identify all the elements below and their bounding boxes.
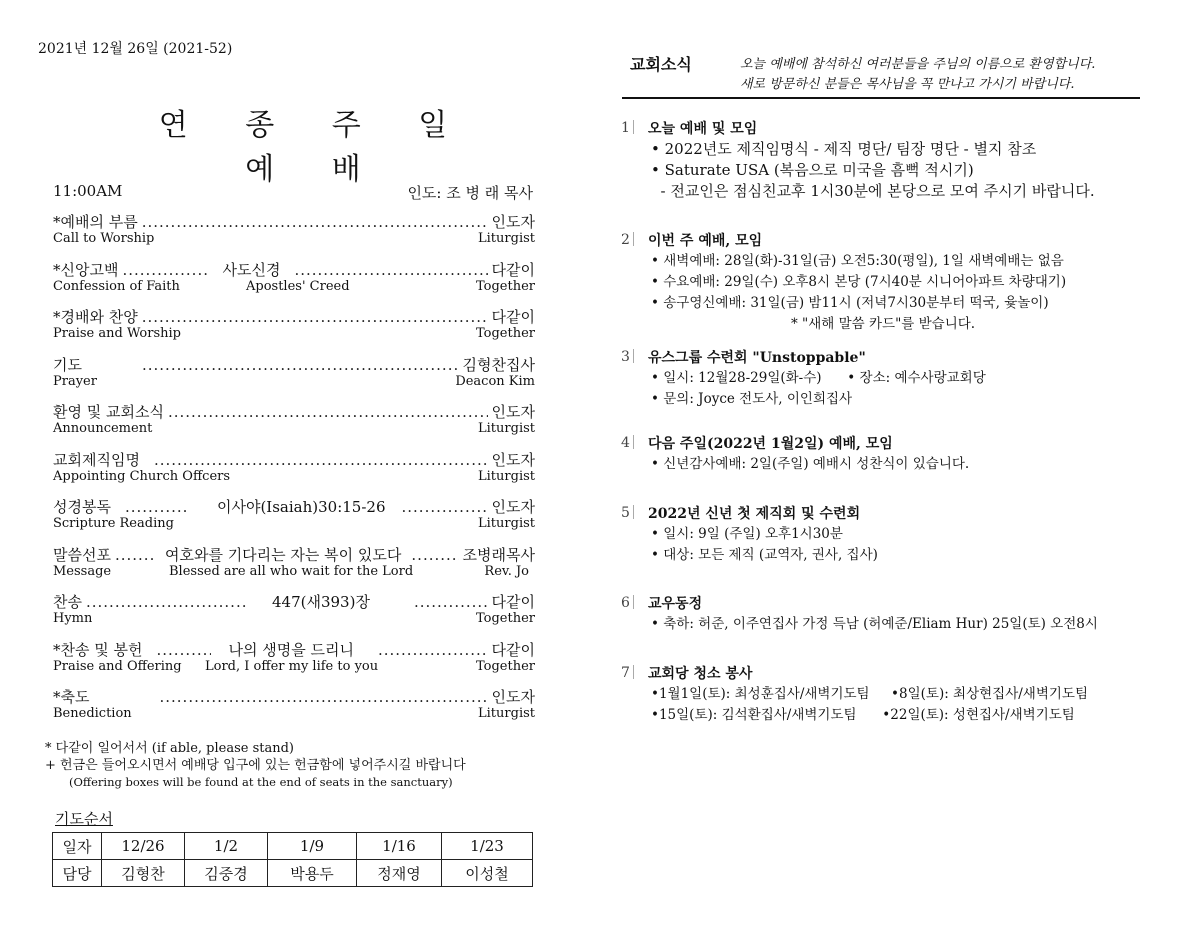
item-en: Appointing Church Offcers bbox=[53, 468, 231, 484]
order-item bbox=[53, 403, 535, 451]
section-number: 4 bbox=[621, 435, 634, 451]
item-ko-right: 다같이 bbox=[491, 593, 535, 611]
item-mid: 나의 생명을 드리니 bbox=[228, 640, 354, 659]
date-cell: 1/9 bbox=[268, 833, 357, 860]
order-item bbox=[53, 498, 535, 546]
item-en-mid: Apostles' Creed bbox=[246, 278, 350, 294]
order-of-worship bbox=[53, 213, 535, 736]
section-line: •15일(토): 김석환집사/새벽기도팀 •22일(토): 성현집사/새벽기도팀 bbox=[651, 707, 1075, 723]
section-line: • 축하: 허준, 이주연집사 가정 득남 (허예준/Eliam Hur) 25일(토) 오전8시 bbox=[651, 616, 1098, 632]
item-en-right: Liturgist bbox=[478, 231, 535, 246]
section-line: • 송구영신예배: 31일(금) 밤11시 (저녁7시30분부터 떡국, 윷놀이) bbox=[651, 295, 1049, 311]
section-heading: 이번 주 예배, 모임 bbox=[648, 233, 763, 249]
news-divider bbox=[622, 97, 1140, 99]
table-row bbox=[53, 860, 533, 887]
item-ko: *신앙고백 bbox=[53, 260, 119, 279]
item-ko: *축도 bbox=[53, 688, 90, 706]
item-mid: 이사야(Isaiah)30:15-26 bbox=[216, 498, 386, 516]
row-label-person: 담당 bbox=[53, 860, 102, 887]
offering-note-en: (Offering boxes will be found at the end of seats in the sanctuary) bbox=[69, 775, 453, 789]
item-en-mid: Lord, I offer my life to you bbox=[205, 658, 379, 674]
news-welcome bbox=[740, 55, 1095, 95]
item-ko-right: 다같이 bbox=[491, 260, 535, 279]
item-ko: 찬송 bbox=[53, 593, 82, 611]
item-mid: 447(새393)장 bbox=[271, 593, 370, 611]
item-ko: 교회제직임명 bbox=[53, 450, 140, 469]
item-ko-right: 조병래목사 bbox=[462, 545, 535, 564]
section-line: • 2022년도 제직임명식 - 제직 명단/ 팀장 명단 - 별지 참조 bbox=[651, 140, 1037, 158]
item-ko: *예배의 부름 bbox=[53, 213, 138, 231]
order-item bbox=[53, 213, 535, 261]
welcome-line: 새로 방문하신 분들은 목사님을 꼭 만나고 가시기 바랍니다. bbox=[740, 77, 1075, 92]
item-ko-right: 인도자 bbox=[491, 213, 535, 231]
section-heading: 오늘 예배 및 모임 bbox=[648, 121, 758, 137]
item-mid: 사도신경 bbox=[222, 260, 281, 279]
item-en: Confession of Faith bbox=[53, 278, 180, 294]
person-cell: 이성철 bbox=[442, 860, 533, 887]
date-cell: 12/26 bbox=[102, 833, 185, 860]
section-line: • 일시: 9일 (주일) 오후1시30분 bbox=[651, 526, 843, 542]
section-number: 6 bbox=[621, 595, 634, 611]
item-en-right: Together bbox=[475, 326, 535, 341]
item-en-mid: Blessed are all who wait for the Lord bbox=[169, 563, 414, 579]
order-item bbox=[53, 641, 535, 689]
section-heading: 2022년 신년 첫 제직회 및 수련회 bbox=[648, 506, 861, 522]
item-ko-right: 인도자 bbox=[491, 498, 535, 516]
welcome-line: 오늘 예배에 참석하신 여러분들을 주님의 이름으로 환영합니다. bbox=[740, 57, 1096, 72]
item-en-right: Together bbox=[475, 611, 535, 626]
person-cell: 김형찬 bbox=[102, 860, 185, 887]
date-cell: 1/23 bbox=[442, 833, 533, 860]
order-item bbox=[53, 688, 535, 736]
item-ko: *찬송 및 봉헌 bbox=[53, 640, 143, 659]
prayer-schedule-table bbox=[52, 832, 533, 887]
section-heading: 교회당 청소 봉사 bbox=[648, 666, 753, 682]
bulletin-date: 2021년 12월 26일 (2021-52) bbox=[38, 41, 233, 57]
item-ko: 환영 및 교회소식 bbox=[53, 403, 164, 421]
item-en: Scripture Reading bbox=[53, 516, 174, 531]
item-en-right: Liturgist bbox=[478, 516, 535, 531]
item-en: Benediction bbox=[53, 706, 132, 721]
item-en-right: Liturgist bbox=[478, 421, 535, 436]
item-en-right: Together bbox=[475, 278, 535, 294]
order-item bbox=[53, 546, 535, 594]
service-title: 연 종 주 일 예 배 bbox=[158, 108, 472, 187]
section-number: 1 bbox=[621, 120, 634, 136]
item-ko: *경배와 찬양 bbox=[53, 308, 138, 326]
service-notes bbox=[45, 740, 466, 791]
item-en: Prayer bbox=[53, 373, 97, 389]
item-mid: 여호와를 기다리는 자는 복이 있도다 bbox=[164, 545, 402, 564]
section-number: 3 bbox=[621, 349, 634, 365]
section-number: 7 bbox=[621, 665, 634, 681]
item-ko-right: 다같이 bbox=[491, 640, 535, 659]
item-en-right: Liturgist bbox=[478, 468, 535, 484]
section-line: • 문의: Joyce 전도사, 이인희집사 bbox=[651, 391, 853, 407]
table-row bbox=[53, 833, 533, 860]
section-line: • Saturate USA (복음으로 미국을 흠뻑 적시기) bbox=[651, 161, 974, 179]
section-line: •1월1일(토): 최성훈집사/새벽기도팀 •8일(토): 최상현집사/새벽기도팀 bbox=[651, 686, 1089, 702]
section-heading: 다음 주일(2022년 1월2일) 예배, 모임 bbox=[648, 436, 893, 452]
offering-note: + 헌금은 들어오시면서 예배당 입구에 있는 헌금함에 넣어주시길 바랍니다 bbox=[45, 758, 466, 773]
item-en: Announcement bbox=[53, 421, 153, 436]
item-en: Praise and Worship bbox=[53, 326, 181, 341]
item-en: Message bbox=[53, 563, 112, 579]
item-en: Praise and Offering bbox=[53, 658, 182, 674]
item-ko-right: 인도자 bbox=[491, 450, 535, 469]
section-line: * "새해 말씀 카드"를 받습니다. bbox=[791, 316, 976, 332]
item-en-right: Together bbox=[475, 658, 535, 674]
item-ko: 말씀선포 bbox=[53, 545, 111, 564]
service-leader: 인도: 조 병 래 목사 bbox=[407, 184, 533, 202]
date-cell: 1/16 bbox=[357, 833, 442, 860]
item-ko-right: 김형찬집사 bbox=[462, 355, 535, 374]
prayer-schedule-title: 기도순서 bbox=[55, 810, 113, 828]
item-en-right: Liturgist bbox=[478, 706, 535, 721]
item-ko-right: 인도자 bbox=[491, 688, 535, 706]
item-en: Hymn bbox=[53, 611, 93, 626]
news-title: 교회소식 bbox=[630, 55, 692, 74]
item-en-right: Deacon Kim bbox=[455, 373, 535, 389]
person-cell: 박용두 bbox=[268, 860, 357, 887]
order-item bbox=[53, 593, 535, 641]
order-item bbox=[53, 451, 535, 499]
section-line: - 전교인은 점심친교후 1시30분에 본당으로 모여 주시기 바랍니다. bbox=[651, 182, 1095, 200]
item-ko: 기도 bbox=[53, 355, 82, 374]
stand-note: * 다같이 일어서서 (if able, please stand) bbox=[45, 741, 294, 756]
item-ko-right: 다같이 bbox=[491, 308, 535, 326]
section-number: 5 bbox=[621, 505, 634, 521]
section-line: • 수요예배: 29일(수) 오후8시 본당 (7시40분 시니어아파트 차량대기) bbox=[651, 274, 1067, 290]
order-item bbox=[53, 356, 535, 404]
item-en-right: Rev. Jo bbox=[484, 563, 529, 579]
service-time: 11:00AM bbox=[53, 182, 123, 200]
date-cell: 1/2 bbox=[185, 833, 268, 860]
person-cell: 김중경 bbox=[185, 860, 268, 887]
section-number: 2 bbox=[621, 232, 634, 248]
section-heading: 유스그룹 수련회 "Unstoppable" bbox=[648, 350, 866, 366]
section-heading: 교우동정 bbox=[648, 596, 703, 612]
service-time-row bbox=[53, 182, 533, 200]
item-en: Call to Worship bbox=[53, 231, 155, 246]
order-item bbox=[53, 308, 535, 356]
person-cell: 정재영 bbox=[357, 860, 442, 887]
order-item bbox=[53, 261, 535, 309]
item-ko-right: 인도자 bbox=[491, 403, 535, 421]
section-line: • 신년감사예배: 2일(주일) 예배시 성찬식이 있습니다. bbox=[651, 456, 970, 472]
section-line: • 대상: 모든 제직 (교역자, 권사, 집사) bbox=[651, 547, 878, 563]
row-label-date: 일자 bbox=[53, 833, 102, 860]
item-ko: 성경봉독 bbox=[53, 498, 111, 516]
section-line: • 새벽예배: 28일(화)-31일(금) 오전5:30(평일), 1일 새벽예배는 없음 bbox=[651, 253, 1064, 269]
section-line: • 일시: 12월28-29일(화-수) • 장소: 예수사랑교회당 bbox=[651, 370, 986, 386]
